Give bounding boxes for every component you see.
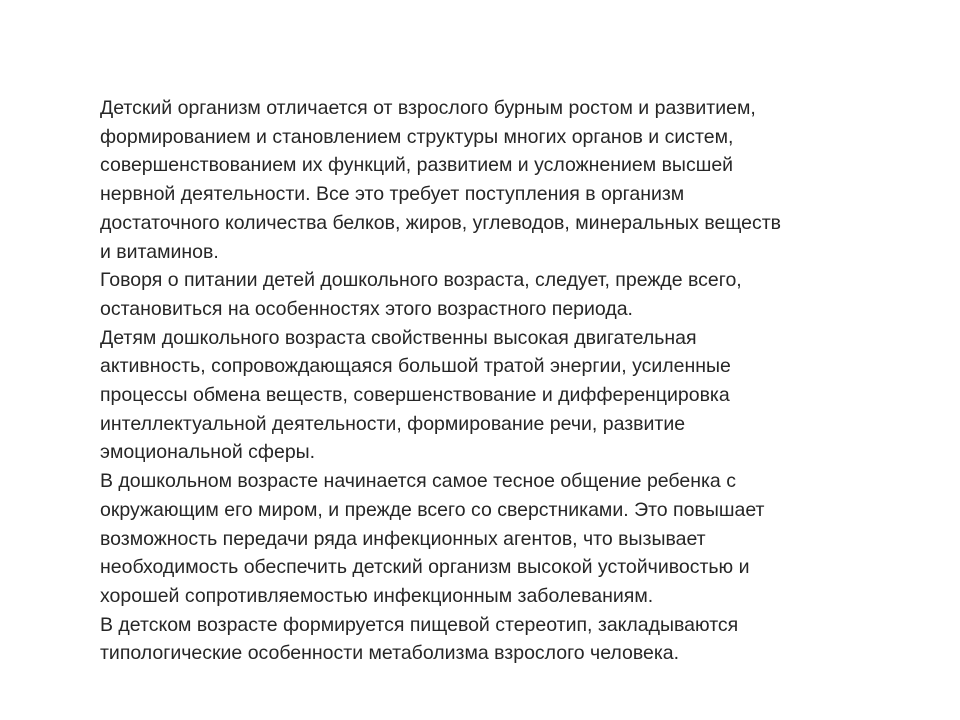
paragraph-2 — [100, 266, 860, 323]
text-line: В дошкольном возрасте начинается самое тесное общение ребенка с — [100, 470, 736, 493]
text-line: Детям дошкольного возраста свойственны высокая двигательная — [100, 326, 697, 349]
text-line: хорошей сопротивляемостью инфекционным заболеваниям. — [100, 584, 654, 607]
text-line: типологические особенности метаболизма взрослого человека. — [100, 642, 680, 665]
text-line: В детском возрасте формируется пищевой стереотип, закладываются — [100, 613, 739, 636]
text-line: процессы обмена веществ, совершенствование и дифференцировка — [100, 384, 730, 407]
text-line: необходимость обеспечить детский организм высокой устойчивостью и — [100, 556, 750, 579]
paragraph-3 — [100, 324, 860, 468]
text-line: эмоциональной сферы. — [100, 441, 316, 464]
text-line: нервной деятельности. Все это требует поступления в организм — [100, 183, 685, 206]
paragraph-5 — [100, 611, 860, 668]
text-line: возможность передачи ряда инфекционных агентов, что вызывает — [100, 527, 706, 550]
text-line: Говоря о питании детей дошкольного возраста, следует, прежде всего, — [100, 269, 742, 292]
slide-body-text — [100, 94, 860, 668]
paragraph-4 — [100, 467, 860, 611]
paragraph-1 — [100, 94, 860, 266]
text-line: формированием и становлением структуры многих органов и систем, — [100, 125, 734, 148]
text-line: окружающим его миром, и прежде всего со сверстниками. Это повышает — [100, 498, 765, 521]
text-line: активность, сопровождающаяся большой тратой энергии, усиленные — [100, 355, 731, 378]
text-line: и витаминов. — [100, 240, 219, 263]
text-line: остановиться на особенностях этого возрастного периода. — [100, 297, 633, 320]
text-line: достаточного количества белков, жиров, углеводов, минеральных веществ — [100, 211, 782, 234]
text-line: Детский организм отличается от взрослого бурным ростом и развитием, — [100, 97, 756, 119]
text-line: совершенствованием их функций, развитием и усложнением высшей — [100, 154, 734, 177]
text-line: интеллектуальной деятельности, формирование речи, развитие — [100, 412, 686, 435]
